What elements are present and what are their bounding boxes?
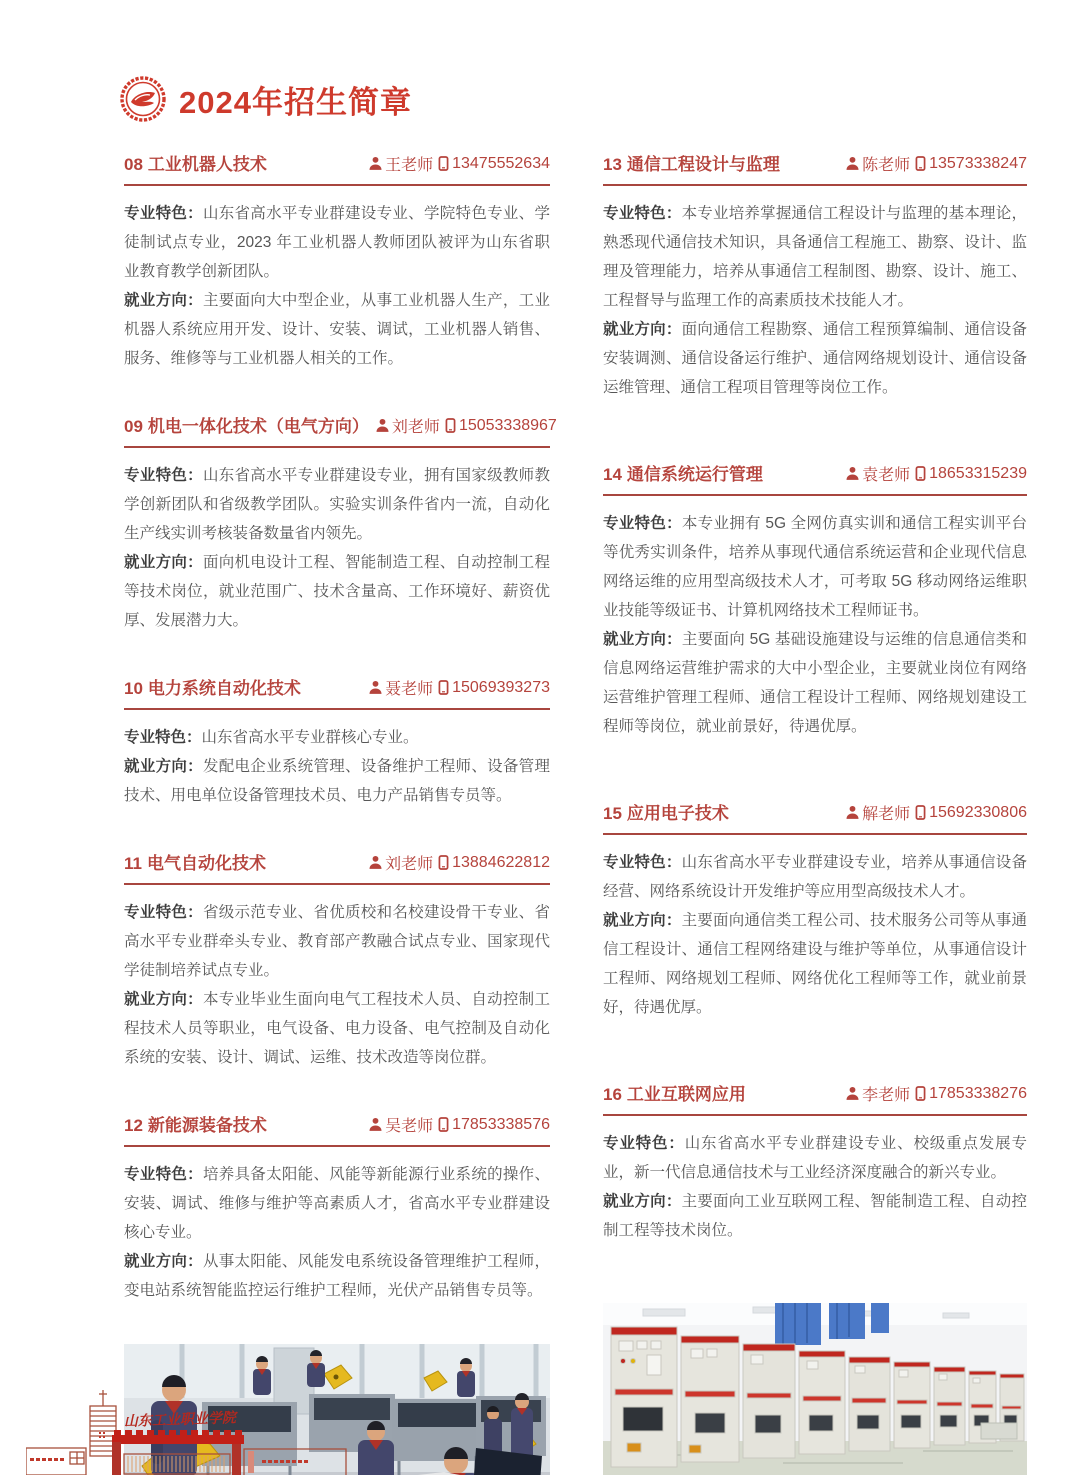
teacher-name: 刘老师 [391, 419, 440, 436]
course-section [603, 150, 1027, 402]
person-icon [368, 855, 383, 870]
phone-number: 18653315239 [929, 464, 1027, 482]
course-title [603, 1080, 746, 1105]
right-sections [603, 150, 1027, 1245]
college-seal-icon [120, 76, 166, 122]
jobs-label: 就业方向： [603, 631, 682, 648]
course-title [124, 412, 369, 437]
course-title [124, 674, 301, 699]
course-contact [845, 1082, 1027, 1105]
course-jobs [603, 906, 1027, 1022]
jobs-text: 主要面向 5G 基础设施建设与运维的信息通信类和信息网络运营维护需求的大中小型企业，主要就业岗位有网络运营维护管理工程师、通信工程设计工程师、网络规划建设工程师等岗位，就业前景好，待遇优厚。 [603, 631, 1027, 735]
features-text: 山东省高水平专业群建设专业、学院特色专业、学徒制试点专业，2023 年工业机器人教师团队被评为山东省职业教育教学创新团队。 [124, 205, 550, 280]
course-features [124, 723, 550, 752]
course-header [124, 412, 557, 448]
course-section [124, 674, 550, 810]
course-features [124, 898, 550, 985]
phone-number: 13475552634 [452, 154, 550, 172]
person-icon [845, 1086, 860, 1101]
features-text: 山东省高水平专业群核心专业。 [201, 729, 419, 746]
mobile-phone-icon [913, 156, 928, 171]
course-name: 通信系统运行管理 [626, 465, 763, 484]
course-features [124, 1160, 550, 1247]
mobile-phone-icon [913, 1086, 928, 1101]
course-jobs [603, 625, 1027, 741]
course-number: 11 [124, 854, 142, 873]
features-label: 专业特色： [124, 467, 203, 484]
features-text: 山东省高水平专业群建设专业，拥有国家级教师教学创新团队和省级教学团队。实验实训条件省内一流，自动化生产线实训考核装备数量省内领先。 [124, 467, 550, 542]
course-name: 新能源装备技术 [147, 1116, 267, 1135]
course-jobs [603, 315, 1027, 402]
course-title [124, 1111, 267, 1136]
course-header [124, 1111, 550, 1147]
teacher-name: 李老师 [862, 1087, 911, 1104]
person-icon [845, 156, 860, 171]
phone-number: 15069393273 [452, 678, 550, 696]
course-contact [368, 676, 550, 699]
jobs-label: 就业方向： [603, 1193, 682, 1210]
phone-number: 15692330806 [929, 803, 1027, 821]
jobs-text: 面向机电设计工程、智能制造工程、自动控制工程等技术岗位，就业范围广、技术含量高、工作环境好、薪资优厚、发展潜力大。 [124, 554, 550, 629]
jobs-label: 就业方向： [124, 554, 203, 571]
person-icon [845, 466, 860, 481]
course-jobs [603, 1187, 1027, 1245]
person-icon [845, 805, 860, 820]
course-jobs [124, 752, 550, 810]
course-name: 电气自动化技术 [146, 854, 266, 873]
left-column [124, 150, 557, 1475]
course-header [603, 460, 1027, 496]
course-header [124, 150, 550, 186]
phone-number: 15053338967 [458, 416, 557, 434]
features-label: 专业特色： [124, 904, 203, 921]
course-name: 工业互联网应用 [626, 1085, 746, 1104]
course-contact [845, 462, 1027, 485]
course-features [603, 199, 1027, 315]
content-columns [124, 150, 1027, 1475]
course-jobs [124, 985, 550, 1072]
course-header [124, 849, 550, 885]
mobile-phone-icon [443, 418, 458, 433]
features-label: 专业特色： [603, 854, 682, 871]
features-label: 专业特色： [124, 205, 203, 222]
course-section [603, 460, 1027, 741]
features-text: 山东省高水平专业群建设专业，培养从事通信设备经营、网络系统设计开发维护等应用型高级技术人才。 [603, 854, 1027, 900]
jobs-text: 主要面向工业互联网工程、智能制造工程、自动控制工程等技术岗位。 [603, 1193, 1027, 1239]
course-number: 12 [124, 1116, 143, 1135]
teacher-name: 解老师 [862, 806, 911, 823]
course-contact [375, 414, 557, 437]
course-section [603, 1080, 1027, 1245]
course-name: 电力系统自动化技术 [147, 679, 301, 698]
teacher-name: 陈老师 [862, 157, 911, 174]
person-icon [368, 680, 383, 695]
features-text: 本专业拥有 5G 全网仿真实训和通信工程实训平台等优秀实训条件，培养从事现代通信系统运营和企业现代信息网络运维的应用型高级技术人才，可考取 5G 移动网络运维职业技能等级证书、计算机网络技术工程师证书。 [603, 515, 1027, 619]
phone-number: 13884622812 [452, 853, 550, 871]
mobile-phone-icon [436, 1117, 451, 1132]
mobile-phone-icon [913, 805, 928, 820]
course-jobs [124, 1247, 550, 1305]
person-icon [368, 156, 383, 171]
course-header [603, 150, 1027, 186]
jobs-text: 面向通信工程勘察、通信工程预算编制、通信设备安装调测、通信设备运行维护、通信网络规划设计、通信设备运维管理、通信工程项目管理等岗位工作。 [603, 321, 1027, 396]
features-label: 专业特色： [603, 205, 682, 222]
course-header [603, 1080, 1027, 1116]
mobile-phone-icon [436, 156, 451, 171]
jobs-text: 从事太阳能、风能发电系统设备管理维护工程师，变电站系统智能监控运行维护工程师，光伏产品销售专员等。 [124, 1253, 550, 1299]
course-section [124, 849, 550, 1072]
campus-gate-illustration [26, 1388, 356, 1475]
course-number: 10 [124, 679, 143, 698]
left-sections [124, 150, 557, 1305]
course-section [603, 799, 1027, 1022]
course-name: 机电一体化技术（电气方向） [147, 417, 369, 436]
course-section [124, 412, 557, 635]
teacher-name: 刘老师 [385, 856, 434, 873]
jobs-label: 就业方向： [124, 991, 203, 1008]
jobs-label: 就业方向： [603, 321, 682, 338]
teacher-name: 聂老师 [385, 681, 434, 698]
jobs-label: 就业方向： [124, 758, 203, 775]
features-label: 专业特色： [603, 515, 682, 532]
mobile-phone-icon [913, 466, 928, 481]
jobs-text: 发配电企业系统管理、设备维护工程师、设备管理技术、用电单位设备管理技术员、电力产品销售专员等。 [124, 758, 550, 804]
switchgear-illustration [603, 1303, 1027, 1475]
course-number: 08 [124, 155, 143, 174]
course-features [603, 848, 1027, 906]
phone-number: 17853338276 [929, 1084, 1027, 1102]
course-title [603, 460, 763, 485]
course-features [603, 1129, 1027, 1187]
course-contact [368, 1113, 550, 1136]
features-label: 专业特色： [603, 1135, 685, 1152]
features-text: 山东省高水平专业群建设专业、校级重点发展专业，新一代信息通信技术与工业经济深度融合的新兴专业。 [603, 1135, 1027, 1181]
features-text: 培养具备太阳能、风能等新能源行业系统的操作、安装、调试、维修与维护等高素质人才，省高水平专业群建设核心专业。 [124, 1166, 550, 1241]
mobile-phone-icon [436, 855, 451, 870]
jobs-text: 本专业毕业生面向电气工程技术人员、自动控制工程技术人员等职业，电气设备、电力设备、电气控制及自动化系统的安装、设计、调试、运维、技术改造等岗位群。 [124, 991, 550, 1066]
jobs-label: 就业方向： [124, 1253, 203, 1270]
teacher-name: 王老师 [385, 157, 434, 174]
jobs-text: 主要面向通信类工程公司、技术服务公司等从事通信工程设计、通信工程网络建设与维护等单位，从事通信设计工程师、网络规划工程师、网络优化工程师等工作，就业前景好，待遇优厚。 [603, 912, 1027, 1016]
course-title [124, 150, 267, 175]
course-title [603, 150, 780, 175]
course-jobs [124, 548, 550, 635]
course-section [124, 150, 550, 373]
course-number: 14 [603, 465, 622, 484]
course-contact [845, 801, 1027, 824]
jobs-label: 就业方向： [124, 292, 203, 309]
person-icon [368, 1117, 383, 1132]
course-contact [845, 152, 1027, 175]
switchgear-room-photo [603, 1303, 1027, 1475]
course-features [124, 461, 550, 548]
jobs-label: 就业方向： [603, 912, 682, 929]
course-section [124, 1111, 550, 1305]
course-name: 通信工程设计与监理 [626, 155, 780, 174]
course-title [124, 849, 266, 874]
gate-calligraphy: 山东工业职业学院 [123, 1410, 237, 1430]
jobs-text: 主要面向大中型企业，从事工业机器人生产，工业机器人系统应用开发、设计、安装、调试，工业机器人销售、服务、维修等与工业机器人相关的工作。 [124, 292, 550, 367]
course-features [124, 199, 550, 286]
teacher-name: 袁老师 [862, 467, 911, 484]
course-name: 工业机器人技术 [147, 155, 267, 174]
person-icon [375, 418, 390, 433]
course-header [603, 799, 1027, 835]
page-title: 2024年招生简章 [179, 84, 412, 120]
features-text: 省级示范专业、省优质校和名校建设骨干专业、省高水平专业群牵头专业、教育部产教融合试点专业、国家现代学徒制培养试点专业。 [124, 904, 550, 979]
course-number: 16 [603, 1085, 622, 1104]
course-number: 13 [603, 155, 622, 174]
features-text: 本专业培养掌握通信工程设计与监理的基本理论，熟悉现代通信技术知识，具备通信工程施工、勘察、设计、监理及管理能力，培养从事通信工程制图、勘察、设计、施工、工程督导与监理工作的高素质技术技能人才。 [603, 205, 1027, 309]
features-label: 专业特色： [124, 729, 202, 746]
course-header [124, 674, 550, 710]
phone-number: 13573338247 [929, 154, 1027, 172]
course-number: 15 [603, 804, 622, 823]
course-name: 应用电子技术 [626, 804, 729, 823]
course-contact [368, 152, 550, 175]
mobile-phone-icon [436, 680, 451, 695]
teacher-name: 吴老师 [385, 1118, 434, 1135]
features-label: 专业特色： [124, 1166, 203, 1183]
course-features [603, 509, 1027, 625]
course-jobs [124, 286, 550, 373]
page-header [120, 76, 412, 122]
right-column [603, 150, 1027, 1475]
course-number: 09 [124, 417, 143, 436]
course-contact [368, 851, 550, 874]
course-title [603, 799, 729, 824]
phone-number: 17853338576 [452, 1115, 550, 1133]
